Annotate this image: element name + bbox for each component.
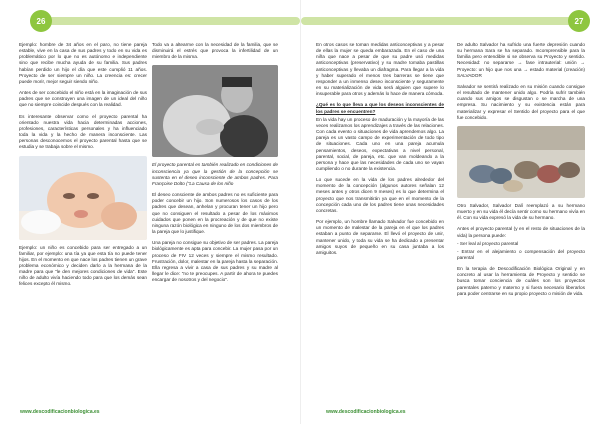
paragraph: En otros casos se toman medidas anticonceptivas y a pesar de ellas la mujer se queda embarazada. En el caso de una niña que nace a pesar de que su padre usó medidas anticonceptivas (preservativo) y su madre tomaba pastillas anticonceptivas y llevaba un diafragma. Para llegar a la vida y haber superado el menos tres barreras se tiene que responder a un inmenso deseo inconsciente y seguramente en su materialización de vida será alguien que supere lo insuperable para otros y además lo hace de manera cómoda. [316, 42, 444, 97]
baby-photo [19, 156, 147, 240]
list-item: - Entrar en el alejamiento o compensación del proyecto parental [457, 248, 585, 260]
footer-url[interactable]: www.descodificacionbiologica.es [326, 409, 406, 415]
paragraph: Es interesante observar como el proyecto parental ha orientado nuestra vida hacia determinadas acciones, profesiones, características personales y ha influenciado toda la vida y la hecho de manera inconsciente. Las personas desconocemos el proyecto parental hasta que se estudia y se trabaja sobre el mismo. [19, 113, 147, 150]
paragraph: De adulto Salvador ha sufrido una fuerte depresión cuando su hermana Sara se ha separado. Incomprensible para la familia pero entendible si se observa su Proyecto y sentido. Necesidad: no separarse → fase intrauterial: unión → Proyecto: un hijo que nos una → estado material (creación) SALVADOR [457, 42, 585, 78]
paragraph: En la terapia de Descodificación Biológica Original y en concreto al usar la herramienta de Proyecto y sentido se busca tomar conciencia de cuáles son los proyectos parentales paterno y materno y si fuera necesario liberarlos para poder centrarse en su propio proyecto o misión de vida. [457, 266, 585, 296]
right-column-2 [457, 42, 585, 302]
paragraph: Lo que sucede en la vida de los padres alrededor del momento de la concepción (algunos autores señalan 12 meses antes y otros dicen 9 meses) es lo que determina el proyecto que nos transmitirán ya que en el momento de la concepción cada uno de los padres tiene unas necesidades concretas. [316, 177, 444, 213]
page-number-badge: 26 [30, 10, 52, 32]
paragraph: Antes el proyecto parental (y en el resto de situaciones de la vida) la persona puede: [457, 226, 585, 238]
header-bar [301, 17, 580, 25]
paragraph: Salvador se sentirá realizado en su misión cuando consigue el resultado de mantener unido algo. Podría sufrir también cuando sus amigos se disgustan o se marcha de una empresa. Su nacimiento y su existencia están para materializar y expresar el Sentido del proyecto para el que fue concebido. [457, 83, 585, 120]
paragraph: Todo va a altearme con la necesidad de la familia, que se disminuirá el estrés que provoca la infertilidad de un miembro de la misma. [152, 42, 278, 60]
right-page [300, 0, 600, 424]
couple-pregnancy-photo [152, 65, 278, 157]
paragraph: Ejemplo: hombre de 34 años en el paro, no tiene pareja estable, vive en la casa de sus padres y todo en su vida es problemático por lo que no es autónomo e independiente sino que recibe mucha ayuda de su familia. Sus padres habían perdido un hijo el día que este cumplió 11 años. Proyecto de ser siempre un niño. La creencia es: crecer puede morir, mejor seguir siendo niño. [19, 42, 147, 84]
paragraph: Antes de ser concebido el niño está en la imaginación de sus padres que se construyen una imagen de un ideal del niño que no siempre coincide después con la realidad. [19, 90, 147, 108]
footer-url[interactable]: www.descodificacionbiologica.es [20, 409, 100, 415]
baby-shoes-photo [457, 126, 585, 198]
paragraph: El proyecto parental es también realizado en condiciones de inconsciencia ya que la gestión de la concepción se sustenta en el deseo inconsciente de ambos padres. Para Françoise Dolto ("La Causa de los niño [152, 162, 278, 186]
paragraph: En la vida hay un proceso de maduración y la mayoría de las veces realizamos los aprendizajes a través de las relaciones. Con cada evento o situaciones de vida aprendemos algo. La pareja es un vasto campo de experimentación de todo tipo de situaciones. Cada uno en una pareja acumula pensamientos, deseos, expectativas a nivel personal, parental, social, de pareja, etc. que van moldeando a la persona y hace que las necesidades de cada uno se vayan cumpliendo o no durante la existencia. [316, 116, 444, 171]
left-column-1 [19, 42, 147, 293]
left-column-2 [152, 42, 278, 288]
header-bar [40, 17, 300, 25]
right-column-1 [316, 42, 444, 261]
page-number-badge: 27 [568, 10, 590, 32]
paragraph: Por ejemplo, un hombre llamado Salvador fue concebido en un momento de malestar de la pareja en el que los padres estaban a punto de separarse. El llevó el proyecto de unir, mantener unido, y toda su vida se ha dedicado a presentar amigos suyos de pequeño en su casa juntaba a los amiguitos. [316, 219, 444, 255]
paragraph: El deseo consciente de ambos padres no es suficiente para poder concebir un hijo. Son numerosos los casos de los padres que desean, anhelan y procuran tener un hijo pero que no consiguen el resultado a pesar de los máximos cuidados que ponen en la procreación y de que no existe ninguna razón biológica en ninguno de los dos miembros de la pareja que lo justifique. [152, 192, 278, 235]
paragraph: Ejemplo: un niño es concebido para ser entregado a un familiar, por ejemplo: una tía ya que esta tía no puede tener hijos. En el momento en que nace los padres tienen un grave problema económico y deciden darlo a la hermana de la madre para que "le den mejores condiciones de vida". Este niño de adulto vivía haciendo todo para que los demás sean felices excepto él mismo. [19, 244, 147, 287]
list-item: - Ser leal al proyecto parental [457, 240, 519, 246]
paragraph: Una pareja no consigue su objetivo de ser padres. La pareja biológicamente es apta para concebir. La mujer pasa por un proceso de FIV 12 veces y siempre el mismo resultado. Frustración, dolor, malestar en la pareja hasta la separación. Ella regresa a vivir a casa de sus padres y su madre al llegar le dice: "no te preocupes. A partir de ahora te puedes encargar de nosotros y del negocio". [152, 240, 278, 283]
section-question: ¿Qué es lo que lleva a que los deseos inconscientes de los padres se encuentren? [316, 102, 444, 114]
paragraph: Otro Salvador, Salvador Dalí reemplazó a su hermano muerto y en su vida él decía sentir como su hermano vivía en él. Con su vida expresó la vida de su hermano. [457, 202, 585, 221]
